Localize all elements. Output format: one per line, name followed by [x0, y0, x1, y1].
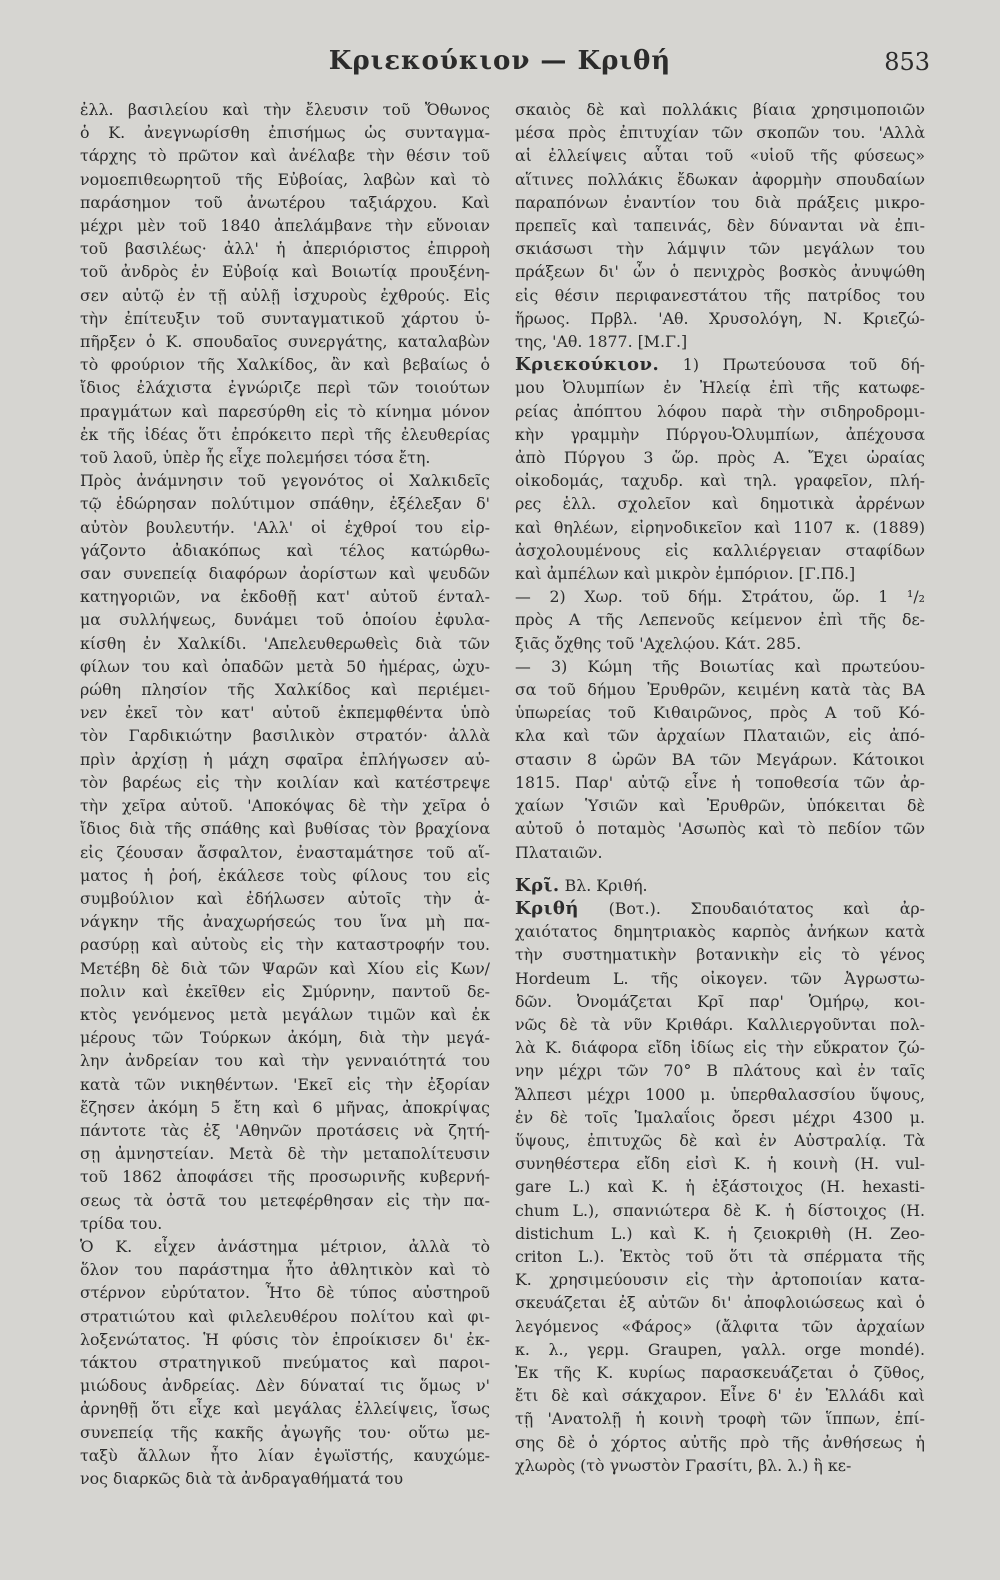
text-line: σῃ ἀμνηστείαν. Μετὰ δὲ τὴν μεταπολίτευσιν [80, 1144, 490, 1164]
text-line: ρείας ἀπόπτου λόφου παρὰ τὴν σιδηροδρομι- [515, 401, 925, 421]
text-line: λὰ Κ. διάφορα εἴδη ἰδίως εἰς τὴν εὔκρατον ζώ- [515, 1038, 925, 1058]
text-line: ρες ἑλλ. σχολεῖον καὶ δημοτικὰ ἀρρένων [515, 494, 925, 514]
text-line: εἰς θέσιν περιφανεστάτου τῆς πατρίδος του [515, 285, 925, 305]
text-line: λεγόμενος «Φάρος» (ἄλφιτα τῶν ἀρχαίων [515, 1316, 925, 1336]
text-line: χαιότατος δημητριακὸς καρπὸς ἀνήκων κατὰ [515, 922, 925, 942]
left-column [80, 98, 490, 1490]
text-line: ἀσχολουμένους εἰς καλλιέργειαν σταφίδων [515, 540, 925, 560]
entry-text: (Βοτ.). Σπουδαιότατος καὶ ἀρ- [578, 898, 925, 918]
text-line: πολιν καὶ ἐκεῖθεν εἰς Σμύρνην, παντοῦ δε- [80, 981, 490, 1001]
text-line: στέρνον εὐρύτατον. Ἦτο δὲ τύπος αὐστηροῦ [80, 1283, 490, 1303]
text-line: πραγμάτων καὶ παρεσύρθη εἰς τὸ κίνημα μόνον [80, 401, 490, 421]
text-line: πάντοτε τὰς ἐξ 'Αθηνῶν προτάσεις νὰ ζητή- [80, 1120, 490, 1140]
text-line: τρίδα του. [80, 1213, 163, 1233]
running-head: Κριεκούκιον — Κριθή [328, 46, 672, 76]
entry-text: 1) Πρωτεύουσα τοῦ δή- [659, 355, 925, 375]
text-line: σα τοῦ δήμου Ἐρυθρῶν, κειμένη κατὰ τὰς ΒΑ [515, 680, 925, 700]
text-line: τοῦ ἀνδρὸς ἐν Εὐβοίᾳ καὶ Βοιωτίᾳ προυξένη- [80, 262, 490, 282]
text-line: νην μέχρι τῶν 70° Β πλάτους καὶ ἐν ταῖς [515, 1061, 925, 1081]
text-line: γάζοντο ἀδιακόπως καὶ τέλος κατώρθω- [80, 540, 490, 560]
text-line: Κ. χρησιμεύουσιν εἰς τὴν ἀρτοποιίαν κατα- [515, 1270, 925, 1290]
text-line: ἔζησεν ἀκόμη 5 ἔτη καὶ 6 μῆνας, ἀποκρίψας [80, 1097, 490, 1117]
text-line: αὐτοῦ ὁ ποταμὸς 'Ασωπὸς καὶ τὸ πεδίον τῶν [515, 819, 925, 839]
page-number: 853 [884, 48, 930, 76]
text-line: κατὰ τῶν νικηθέντων. 'Εκεῖ εἰς τὴν ἐξορίαν [80, 1074, 490, 1094]
text-line: τὸν βαρέως εἰς τὴν κοιλίαν καὶ κατέστρεψε [80, 772, 490, 792]
text-line: της, 'Αθ. 1877. [Μ.Γ.] [515, 332, 688, 352]
text-line: μιώδους ἀνδρείας. Δὲν δύναταί τις ὅμως ν' [80, 1376, 490, 1396]
text-line: λην ἀνδρείαν του καὶ τὴν γενναιότητά του [80, 1051, 490, 1071]
text-line: συνεπείᾳ τῆς κακῆς ἀγωγῆς του· οὕτω με- [80, 1422, 490, 1442]
text-line: χαίων Ὑσιῶν καὶ Ἐρυθρῶν, ὑπόκειται δὲ [515, 796, 925, 816]
entry-krithi [515, 897, 925, 1477]
text-line: καὶ ἀμπέλων καὶ μικρὸν ἐμπόριον. [Γ.Πδ.] [515, 564, 856, 584]
text-line: πρὸς Α τῆς Λεπενοῦς κείμενον ἐπὶ τῆς δε- [515, 610, 925, 630]
text-line: κατηγοριῶν, να ἐκδοθῇ κατ' αὐτοῦ ένταλ- [80, 587, 490, 607]
entry-headword: Κρῖ. [515, 874, 560, 896]
text-line: ματος ἡ ῥοή, ἐκάλεσε τοὺς φίλους του εἰς [80, 865, 490, 885]
text-line: ταξὺ ἄλλων ἦτο λίαν ἐγωϊστής, καυχώμε- [80, 1445, 490, 1465]
text-line: πρεπεῖς καὶ ταπεινάς, δὲν δύνανται νὰ ἐπι- [515, 216, 925, 236]
text-line: τάρχης τὸ πρῶτον καὶ ἀνέλαβε τὴν θέσιν τοῦ [80, 146, 490, 166]
text-line: ἴδιος ἐλάχιστα ἐγνώριζε περὶ τῶν τοιούτων [80, 378, 490, 398]
text-line: δῶν. Ὀνομάζεται Κρῖ παρ' Ὁμήρῳ, κοι- [515, 991, 925, 1011]
text-line: 1815. Παρ' αὐτῷ εἶνε ἡ τοποθεσία τῶν ἀρ- [515, 772, 925, 792]
text-line: Hordeum L. τῆς οἰκογεν. τῶν Ἀγρωστω- [515, 968, 925, 988]
text-line: μα συλλήψεως, δυνάμει τοῦ ὁποίου ἐφυλα- [80, 610, 490, 630]
text-line: τοῦ λαοῦ, ὑπὲρ ἧς εἶχε πολεμήσει τόσα ἔτη. [80, 448, 431, 468]
text-line: ρασύρῃ καὶ αὐτοὺς εἰς τὴν καταστροφήν του. [80, 935, 490, 955]
text-line: Πλαταιῶν. [515, 842, 603, 862]
text-line: στρατιώτου καὶ φιλελευθέρου πολίτου καὶ φι- [80, 1306, 490, 1326]
text-line: φίλων του καὶ ὀπαδῶν μετὰ 50 ἡμέρας, ὠχυ- [80, 656, 490, 676]
text-line: στασιν 8 ὡρῶν ΒΑ τῶν Μεγάρων. Κάτοικοι [515, 749, 925, 769]
text-line: καὶ θηλέων, εἰρηνοδικεῖον καὶ 1107 κ. (1889) [515, 517, 925, 537]
text-line: τάκτου στρατηγικοῦ πνεύματος καὶ παροι- [80, 1352, 490, 1372]
page-header [0, 40, 1000, 100]
text-line: εἰς ζέουσαν ἄσφαλτον, ἐνασταμάτησε τοῦ αἵ- [80, 842, 490, 862]
text-line: ἴδιος διὰ τῆς σπάθης καὶ βυθίσας τὸν βραχίονα [80, 819, 490, 839]
text-line: — 2) Χωρ. τοῦ δήμ. Στράτου, ὥρ. 1 ¹/₂ [515, 587, 925, 607]
text-line: ὑπωρείας τοῦ Κιθαιρῶνος, πρὸς Α τοῦ Κό- [515, 703, 925, 723]
text-line: μου Ὀλυμπίων ἐν Ἠλείᾳ ἐπὶ τῆς κατωφε- [515, 378, 925, 398]
entry-headword: Κριθή [515, 897, 579, 919]
text-line: παραπόνων ἐναντίον του διὰ πράξεις μικρο- [515, 192, 925, 212]
text-line: ὕψους, ἐπιτυχῶς δὲ καὶ ἐν Αὐστραλίᾳ. Τὰ [515, 1130, 925, 1150]
text-line: μέσα πρὸς ἐπιτυχίαν τῶν σκοπῶν του. 'Αλλὰ [515, 123, 925, 143]
text-line: τοῦ 1862 ἀποφάσει τῆς προσωρινῆς κυβερνή- [80, 1167, 490, 1187]
text-line: οἰκοδομάς, ταχυδρ. καὶ τηλ. γραφεῖον, πλή- [515, 471, 925, 491]
text-line: κὴν γραμμὴν Πύργου-Ὀλυμπίων, ἀπέχουσα [515, 424, 925, 444]
text-line: τὸν Γαρδικιώτην βασιλικὸν στρατόν· ἀλλὰ [80, 726, 490, 746]
text-line: κ. λ., γερμ. Graupen, γαλλ. orge mondé). [515, 1339, 925, 1359]
text-line: Ὁ Κ. εἶχεν ἀνάστημα μέτριον, ἀλλὰ τὸ [80, 1236, 490, 1256]
entry-body [515, 376, 925, 863]
entry-kriekoukion [515, 353, 925, 863]
text-line: νος διαρκῶς διὰ τὰ ἀνδραγαθήματά του [80, 1468, 404, 1488]
text-line: τῇ 'Ανατολῇ ἡ κοινὴ τροφὴ τῶν ἵππων, ἐπί- [515, 1409, 925, 1429]
text-line: ρώθη πλησίον τῆς Χαλκίδος καὶ περιέμει- [80, 680, 490, 700]
text-line: κτὸς γενόμενος μετὰ μεγάλων τιμῶν καὶ ἐκ [80, 1004, 490, 1024]
text-line: ἥρωος. Πρβλ. 'Αθ. Χρυσολόγη, Ν. Κριεζώ- [515, 308, 925, 328]
text-line: πράξεων δι' ὧν ὁ πενιχρὸς βοσκὸς ἀνυψώθη [515, 262, 925, 282]
text-line: νομοεπιθεωρητοῦ τῆς Εὐβοίας, λαβὼν καὶ τὸ [80, 169, 490, 189]
text-line: σκιάσωσι τὴν λάμψιν τῶν μεγάλων του [515, 239, 925, 259]
text-line: σεως τὰ ὀστᾶ του μετεφέρθησαν εἰς τὴν πα- [80, 1190, 490, 1210]
right-column [515, 98, 925, 1477]
text-line: — 3) Κώμη τῆς Βοιωτίας καὶ πρωτεύου- [515, 656, 925, 676]
text-line: αὐτὸν βουλευτήν. 'Αλλ' οἱ ἐχθροί του εἰρ- [80, 517, 490, 537]
entry-text: Βλ. Κριθή. [559, 875, 648, 895]
text-line: τὴν χεῖρα αὐτοῦ. 'Αποκόψας δὲ τὴν χεῖρα ὁ [80, 796, 490, 816]
text-line: σκευάζεται ἐξ αὐτῶν δι' ἀποφλοιώσεως καὶ ὁ [515, 1293, 925, 1313]
text-line: Ἐκ τῆς Κ. κυρίως παρασκευάζεται ὁ ζῦθος, [515, 1362, 925, 1382]
text-line: τὴν ἐπίτευξιν τοῦ συνταγματικοῦ χάρτου ὑ- [80, 308, 490, 328]
text-line: σης δὲ ὁ χόρτος αὐτῆς πρὸ τῆς ἀνθήσεως ἡ [515, 1432, 925, 1452]
text-line: μέχρι μὲν τοῦ 1840 ἀπελάμβανε τὴν εὔνοιαν [80, 216, 490, 236]
text-line: σκαιὸς δὲ καὶ πολλάκις βίαια χρησιμοποιῶν [515, 100, 925, 119]
entry-body [515, 920, 925, 1477]
text-line: παράσημον τοῦ ἀνωτέρου ταξιάρχου. Καὶ [80, 192, 490, 212]
text-line: συμβούλιον καὶ ἐδήλωσεν αὐτοῖς τὴν ἀ- [80, 888, 490, 908]
text-line: criton L.). Ἐκτὸς τοῦ ὅτι τὰ σπέρματα τῆς [515, 1246, 925, 1266]
entry-kri [515, 874, 925, 897]
text-line: ἔτι δὲ καὶ σάκχαρον. Εἶνε δ' ἐν Ἑλλάδι καὶ [515, 1386, 925, 1406]
text-line: νῶς δὲ τὰ νῦν Κριθάρι. Καλλιεργοῦνται πολ- [515, 1014, 925, 1034]
text-line: νάγκην τῆς ἀναχωρήσεώς του ἵνα μὴ πα- [80, 912, 490, 932]
text-line: ὁ Κ. ἀνεγνωρίσθη ἐπισήμως ὡς συνταγμα- [80, 123, 490, 143]
entry-headword: Κριεκούκιον. [515, 354, 660, 376]
text-line: distichum L.) καὶ Κ. ἡ ζειοκριθὴ (Η. Zeo- [515, 1223, 925, 1243]
text-line: κλα καὶ τῶν ἀρχαίων Πλαταιῶν, εἰς ἀπό- [515, 726, 925, 746]
entry-continuation [515, 98, 925, 353]
text-line: Ἄλπεσι μέχρι 1000 μ. ὑπερθαλασσίου ὕψους, [515, 1084, 925, 1104]
text-line: μέρους τῶν Τούρκων ἀκόμη, διὰ τὴν μεγά- [80, 1028, 490, 1048]
text-line: chum L.), σπανιώτερα δὲ Κ. ἡ δίστοιχος (Η. [515, 1200, 925, 1220]
text-line: Μετέβη δὲ διὰ τῶν Ψαρῶν καὶ Χίου εἰς Κων/ [80, 958, 490, 978]
text-line: κίσθη ἐν Χαλκίδι. 'Απελευθερωθεὶς διὰ τῶν [80, 633, 490, 653]
text-line: ἀπὸ Πύργου 3 ὥρ. πρὸς Α. Ἔχει ὡραίας [515, 448, 925, 468]
text-line: συνηθέστερα εἴδη εἰσὶ Κ. ἡ κοινὴ (Η. vul- [515, 1154, 925, 1174]
text-line: πρὶν ἀρχίσῃ ἡ μάχη σφαῖρα ἐπλήγωσεν αὐ- [80, 749, 490, 769]
text-line: ἐκ τῆς ἰδέας ὅτι ἐπρόκειτο περὶ τῆς ἐλευθερίας [80, 424, 490, 444]
text-line: σεν αὐτῷ ἐν τῇ αὐλῇ ἰσχυροὺς ἐχθρούς. Εἰς [80, 285, 490, 305]
text-line: σαν συνεπείᾳ διαφόρων ἀορίστων καὶ ψευδῶν [80, 564, 490, 584]
text-line: τῷ ἐδώρησαν πολύτιμον σπάθην, ἐξέλεξαν δ' [80, 494, 490, 514]
text-line: ἐν δὲ τοῖς Ἱμαλαΐοις ὄρεσι μέχρι 4300 μ. [515, 1107, 925, 1127]
text-line: ὅλον του παράστημα ἦτο ἀθλητικὸν καὶ τὸ [80, 1260, 490, 1280]
text-line: gare L.) καὶ Κ. ἡ ἑξάστοιχος (Η. hexasti- [515, 1177, 925, 1197]
text-line: νεν ἐκεῖ τὸν κατ' αὐτοῦ ἐκπεμφθέντα ὑπὸ [80, 703, 490, 723]
text-line: λοξενώτατος. Ἡ φύσις τὸν ἐπροίκισεν δι' ἐκ- [80, 1329, 490, 1349]
text-line: πῆρξεν ὁ Κ. σπουδαῖος συνεργάτης, καταλαβὼν [80, 332, 490, 352]
text-line: Πρὸς ἀνάμνησιν τοῦ γεγονότος οἱ Χαλκιδεῖς [80, 471, 490, 491]
text-line: ξιᾶς ὄχθης τοῦ 'Αχελῴου. Κάτ. 285. [515, 633, 802, 653]
text-line: ἐλλ. βασιλείου καὶ τὴν ἔλευσιν τοῦ Ὄθωνος [80, 100, 490, 119]
text-line: αἱ ἐλλείψεις αὗται τοῦ «υἱοῦ τῆς φύσεως» [515, 146, 925, 166]
text-line: τὸ φρούριον τῆς Χαλκίδος, ἂν καὶ βεβαίως ὁ [80, 355, 490, 375]
text-line: ἀρνηθῇ ὅτι εἶχε καὶ μεγάλας ἐλλείψεις, ἴσως [80, 1399, 490, 1419]
text-line: τοῦ βασιλέως· ἀλλ' ἡ ἀπεριόριστος ἐπιρροὴ [80, 239, 490, 259]
text-line: αἵτινες πολλάκις ἔδωκαν ἀφορμὴν σπουδαίων [515, 169, 925, 189]
text-line: τὴν συστηματικὴν βοτανικὴν εἰς τὸ γένος [515, 945, 925, 965]
text-line: χλωρὸς (τὸ γνωστὸν Γρασίτι, βλ. λ.) ἢ κε- [515, 1455, 852, 1475]
